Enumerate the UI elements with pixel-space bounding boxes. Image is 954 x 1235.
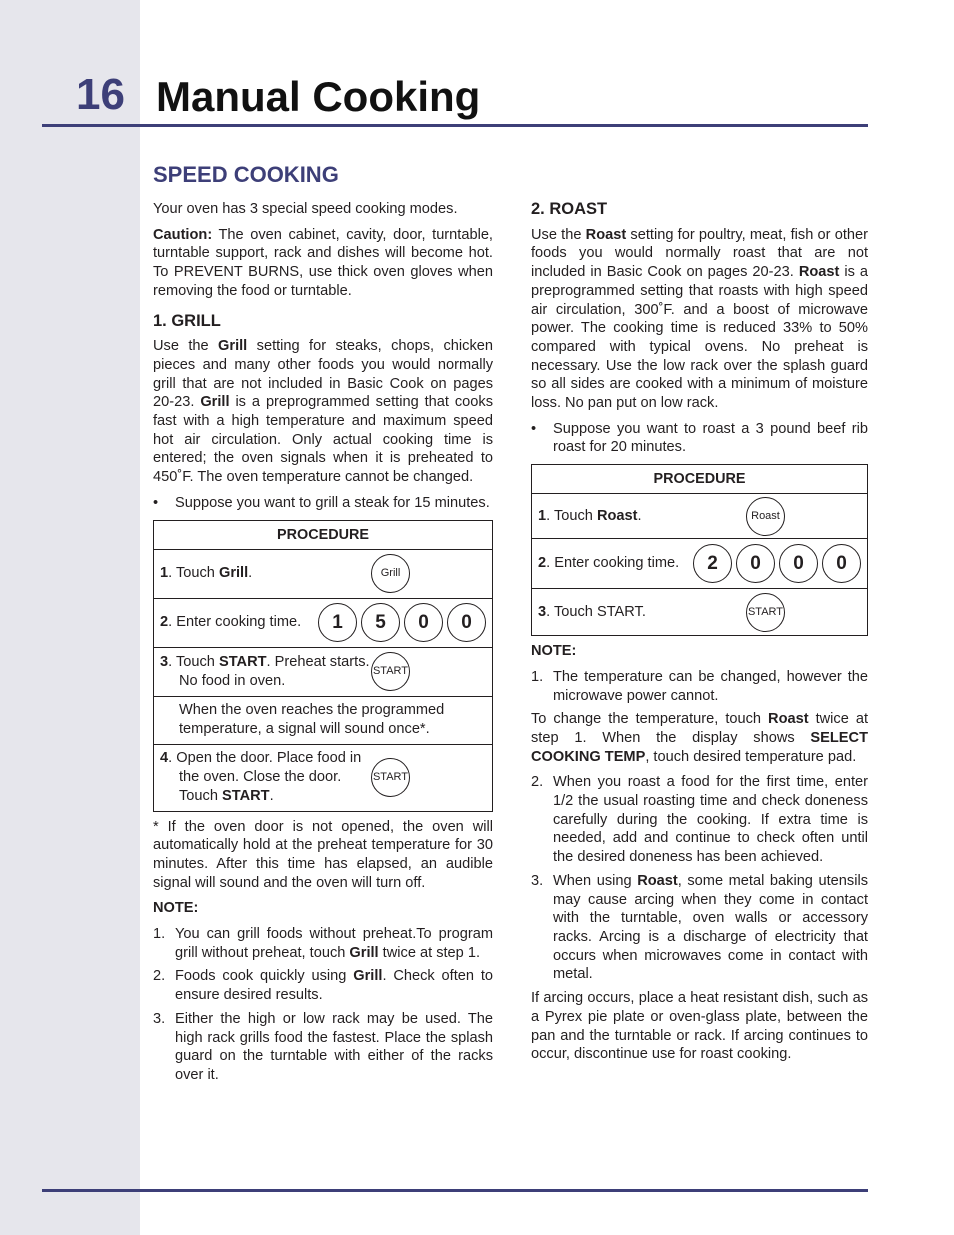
digit-pad: 0	[447, 603, 486, 642]
text: . Check often to ensure desired results.	[175, 968, 493, 1004]
roast-pad-icon: Roast	[746, 497, 785, 536]
page-sidebar	[0, 0, 140, 1235]
page-title: Manual Cooking	[156, 73, 481, 120]
bold-term: Grill	[353, 968, 383, 985]
step-number: 3	[160, 653, 169, 670]
text: .	[269, 787, 274, 804]
note-item	[531, 872, 868, 984]
roast-heading: 2. ROAST	[531, 200, 608, 218]
note-number: 2.	[531, 774, 544, 791]
step-text	[160, 653, 371, 690]
step-number: 3	[538, 603, 547, 620]
digit-pad: 5	[361, 603, 400, 642]
section-title: SPEED COOKING	[153, 162, 339, 187]
procedure-step-2	[154, 599, 492, 648]
grill-heading: 1. GRILL	[153, 311, 221, 330]
text: . Touch	[168, 565, 219, 582]
text: Use the	[153, 338, 209, 355]
procedure-header: PROCEDURE	[154, 521, 492, 550]
text: , touch desired temperature pad.	[645, 748, 857, 765]
bold-term: SELECT COOKING TEMP	[531, 729, 868, 765]
bold-term: Roast	[798, 264, 840, 281]
note-text	[175, 967, 493, 1004]
step-number: 1	[160, 565, 169, 582]
bullet-mark: •	[153, 494, 159, 511]
footnote: * If the oven door is not opened, the oven will automatically hold at the preheat temperature for 30 minutes. After this time has elapsed, an audible signal will sound and the oven will turn off.	[153, 818, 493, 891]
text: is a preprogrammed setting that roasts with high speed air circulation, 300˚F. and a boost of microwave power. The cooking time is reduced 33% to 50% compared with typical ovens. No preheat is necessary. Use the low rack over the splash guard so all sides are cooked with a minimum of moisture loss. No pan put on low rack.	[531, 264, 869, 412]
bold-term: Roast	[637, 872, 678, 889]
procedure-step-4	[154, 745, 492, 811]
right-column	[531, 200, 868, 1071]
note-text	[553, 872, 868, 984]
caution-label: Caution:	[153, 226, 213, 243]
roast-paragraph	[531, 226, 868, 413]
text: setting for steaks, chops, chicken pieces and many other foods you would normally grill that are not included in Basic Cook on pages 20-23.	[153, 338, 493, 411]
note-text	[175, 925, 493, 962]
note-heading: NOTE:	[153, 900, 199, 917]
roast-procedure-table	[531, 464, 868, 636]
text: . Enter cooking time.	[546, 555, 680, 572]
bold-term: Roast	[768, 711, 809, 728]
bold-term: START	[218, 653, 267, 670]
note-item	[153, 967, 493, 1004]
note-item	[153, 1010, 493, 1085]
text: twice at step 1.	[378, 944, 481, 961]
note-text: The temperature can be changed, however the microwave power cannot.	[553, 668, 868, 704]
procedure-step-3	[532, 589, 867, 635]
note-item	[531, 668, 868, 705]
grill-procedure-table	[153, 520, 493, 812]
step-text	[160, 564, 371, 583]
digit-pad: 2	[693, 544, 732, 583]
text: . Open the door. Place food in the oven. Close the door. Touch	[168, 750, 362, 804]
procedure-step-1	[154, 550, 492, 599]
bold-term: Roast	[585, 226, 627, 243]
procedure-step-1	[532, 494, 867, 539]
bullet-text: Suppose you want to roast a 3 pound beef rib roast for 20 minutes.	[553, 420, 868, 456]
step-number: 4	[160, 750, 169, 767]
start-pad-icon: START	[371, 758, 410, 797]
digit-pads	[693, 544, 861, 583]
bold-term: START	[222, 787, 270, 804]
text: setting for poultry, meat, fish or other foods you would normally roast that are not included in Basic Cook on pages 20-23.	[531, 226, 868, 281]
step-number: 2	[538, 555, 547, 572]
text: twice at step 1. When the display shows	[531, 711, 869, 746]
step-text	[160, 613, 318, 632]
bold-term: Grill	[218, 565, 249, 582]
caution-paragraph	[153, 226, 493, 301]
digit-pad: 0	[779, 544, 818, 583]
text: is a preprogrammed setting that cooks fast with a high temperature and maximum speed hot air circulation. Only actual cooking time is entered; the oven signals when it is preheated to 450˚F. The oven temperature cannot be changed.	[153, 394, 493, 486]
digit-pad: 1	[318, 603, 357, 642]
text: To change the temperature, touch	[531, 711, 769, 728]
text: . Touch START.	[546, 603, 646, 620]
start-pad-icon: START	[371, 652, 410, 691]
text: . Enter cooking time.	[168, 614, 302, 631]
step-text	[538, 554, 693, 573]
step-number: 1	[538, 507, 547, 524]
bottom-divider	[42, 1189, 868, 1192]
text: . Touch	[546, 507, 597, 524]
bold-term: Grill	[200, 394, 230, 411]
grill-bullet	[153, 494, 493, 513]
bullet-text: Suppose you want to grill a steak for 15 minutes.	[175, 494, 490, 511]
bold-term: Grill	[218, 338, 248, 355]
bold-term: Roast	[596, 507, 638, 524]
text: .	[637, 507, 642, 524]
digit-pad: 0	[404, 603, 443, 642]
grill-pad-icon: Grill	[371, 554, 410, 593]
digit-pad: 0	[822, 544, 861, 583]
caution-text: The oven cabinet, cavity, door, turntable, turntable support, rack and dishes will become hot. To PREVENT BURNS, use thick oven gloves when removing the food or turntable.	[153, 226, 493, 299]
page-number: 16	[76, 70, 125, 119]
note-number: 3.	[153, 1010, 166, 1027]
intro-text: Your oven has 3 special speed cooking modes.	[153, 201, 458, 217]
note-number: 1.	[531, 668, 544, 685]
procedure-header: PROCEDURE	[532, 465, 867, 494]
procedure-step-3-note	[154, 697, 492, 745]
text: . Touch	[168, 653, 219, 670]
note-number: 2.	[153, 968, 166, 985]
roast-bullet	[531, 420, 868, 457]
note-subparagraph: If arcing occurs, place a heat resistant dish, such as a Pyrex pie plate or oven-glass plate, between the pan and the turntable or rack. If arcing continues to occur, discontinue use for roast cooking.	[531, 990, 868, 1063]
text: You can grill foods without preheat.To program grill without preheat, touch	[175, 926, 493, 961]
step-text	[538, 603, 746, 622]
step-text: When the oven reaches the programmed temperature, a signal will sound once*.	[179, 702, 445, 738]
note-text: When you roast a food for the first time, enter 1/2 the usual roasting time and check doneness carefully during the cooking. If extra time is needed, add and continue to check often until the desired doneness has been achieved.	[553, 774, 868, 866]
text: .	[248, 565, 253, 582]
procedure-step-3	[154, 648, 492, 697]
text: Use the	[531, 226, 586, 243]
digit-pads	[318, 603, 486, 642]
step-number: 2	[160, 614, 169, 631]
text: Foods cook quickly using	[175, 968, 354, 985]
left-column	[153, 200, 493, 1090]
top-divider	[42, 124, 868, 127]
step-text	[538, 507, 746, 526]
text: , some metal baking utensils may cause arcing when they come in contact with the turntable, oven walls or accessory racks. Arcing is a discharge of electricity that occurs when microwaves come in contact with metal.	[553, 872, 868, 983]
note-item	[531, 773, 868, 867]
text: When using	[553, 872, 638, 889]
note-number: 1.	[153, 926, 166, 943]
bullet-mark: •	[531, 420, 537, 437]
note-subparagraph	[531, 710, 868, 766]
note-text: Either the high or low rack may be used. The high rack grills food the fastest. Place the splash guard on the turntable with either of the racks over it.	[175, 1010, 493, 1083]
start-pad-icon: START	[746, 593, 785, 632]
text: . Preheat starts. No food in oven.	[179, 653, 370, 689]
note-item	[153, 925, 493, 962]
step-text	[160, 749, 371, 805]
grill-paragraph	[153, 337, 493, 487]
procedure-step-2	[532, 539, 867, 589]
digit-pad: 0	[736, 544, 775, 583]
note-number: 3.	[531, 872, 544, 889]
note-heading: NOTE:	[531, 643, 577, 660]
bold-term: Grill	[349, 944, 379, 961]
